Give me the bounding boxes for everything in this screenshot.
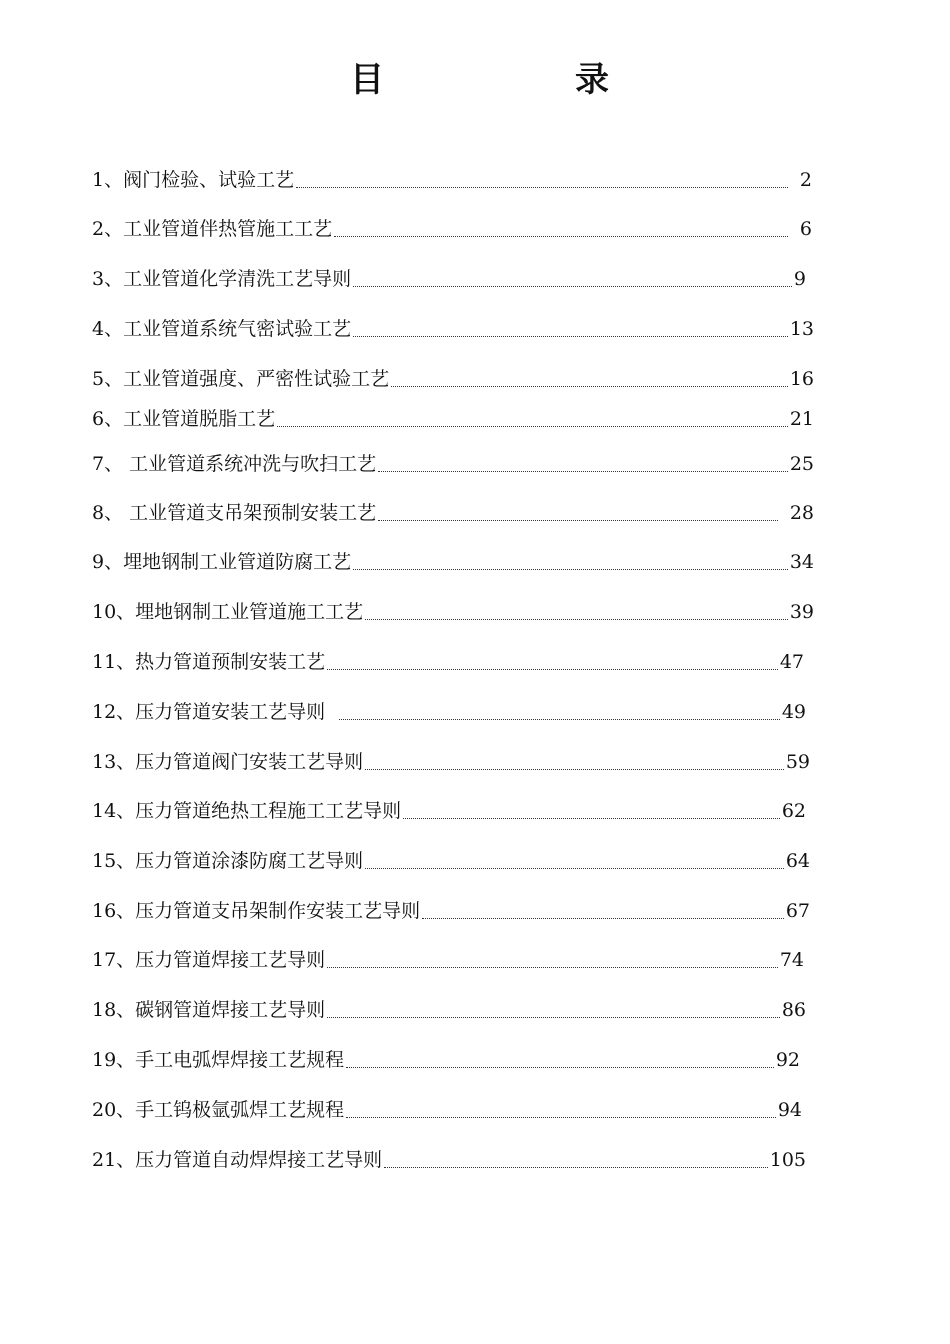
toc-entry[interactable]: [92, 644, 804, 674]
toc-entry-label: 19、手工电弧焊焊接工艺规程: [92, 1049, 345, 1071]
toc-entry-page: 25: [789, 453, 814, 475]
toc-entry-page: 64: [785, 850, 810, 872]
toc-entry[interactable]: [92, 311, 814, 341]
leader-dots: [327, 967, 778, 968]
toc-entry-label: 4、工业管道系统气密试验工艺: [92, 318, 352, 340]
toc-entry-label: 7、 工业管道系统冲洗与吹扫工艺: [92, 453, 377, 475]
toc-entry-page: 105: [769, 1149, 806, 1171]
toc-entry-page: 13: [789, 318, 814, 340]
toc-entry-label: 6、工业管道脱脂工艺: [92, 408, 276, 430]
toc-entry-label: 12、压力管道安装工艺导则: [92, 701, 326, 723]
leader-dots: [353, 569, 788, 570]
toc-entry[interactable]: [92, 261, 806, 291]
leader-dots: [327, 669, 778, 670]
toc-entry-page: 2: [799, 169, 812, 191]
toc-entry-label: 20、手工钨极氩弧焊工艺规程: [92, 1099, 345, 1121]
toc-entry-label: 10、埋地钢制工业管道施工工艺: [92, 601, 364, 623]
toc-entry-label: 8、 工业管道支吊架预制安装工艺: [92, 502, 377, 524]
toc-entry-page: 9: [793, 268, 806, 290]
toc-entry-label: 15、压力管道涂漆防腐工艺导则: [92, 850, 364, 872]
leader-dots: [339, 719, 780, 720]
toc-entry-label: 21、压力管道自动焊焊接工艺导则: [92, 1149, 383, 1171]
toc-entry-label: 5、工业管道强度、严密性试验工艺: [92, 368, 390, 390]
toc-entry[interactable]: [92, 744, 810, 774]
toc-entry[interactable]: [92, 446, 814, 476]
leader-dots: [403, 818, 780, 819]
toc-entry[interactable]: [92, 361, 814, 391]
leader-dots: [277, 426, 788, 427]
toc-entry-page: 67: [785, 900, 810, 922]
leader-dots: [346, 1117, 776, 1118]
toc-entry[interactable]: [92, 211, 812, 241]
toc-entry-page: 39: [789, 601, 814, 623]
leader-dots: [327, 1017, 780, 1018]
toc-entry[interactable]: [92, 594, 814, 624]
leader-dots: [365, 769, 784, 770]
toc-entry[interactable]: [92, 401, 814, 431]
toc-entry[interactable]: [92, 1092, 802, 1122]
toc-entry-page: 49: [781, 701, 806, 723]
toc-entry-page: 92: [775, 1049, 800, 1071]
leader-dots: [365, 868, 784, 869]
toc-entry[interactable]: [92, 843, 810, 873]
toc-entry-page: 47: [779, 651, 804, 673]
toc-entry-page: 86: [781, 999, 806, 1021]
toc-entry-label: 13、压力管道阀门安装工艺导则: [92, 751, 364, 773]
leader-dots: [378, 520, 778, 521]
leader-dots: [296, 187, 788, 188]
leader-dots: [378, 471, 788, 472]
leader-dots: [391, 386, 788, 387]
toc-entry-label: 17、压力管道焊接工艺导则: [92, 949, 326, 971]
leader-dots: [353, 286, 792, 287]
toc-entry[interactable]: [92, 942, 804, 972]
toc-entry-page: 16: [789, 368, 814, 390]
leader-dots: [422, 918, 784, 919]
leader-dots: [346, 1067, 774, 1068]
title-char-2: 录: [575, 60, 609, 100]
toc-entry-label: 2、工业管道伴热管施工工艺: [92, 218, 333, 240]
toc-entry-label: 1、阀门检验、试验工艺: [92, 169, 295, 191]
toc-entry-page: 62: [781, 800, 806, 822]
toc-entry-page: 21: [789, 408, 814, 430]
page-title: [0, 58, 950, 108]
toc-entry[interactable]: [92, 893, 810, 923]
toc-entry[interactable]: [92, 1042, 800, 1072]
toc-entry-label: 3、工业管道化学清洗工艺导则: [92, 268, 352, 290]
toc-entry[interactable]: [92, 495, 814, 525]
toc-entry-label: 18、碳钢管道焊接工艺导则: [92, 999, 326, 1021]
toc-entry-page: 28: [789, 502, 814, 524]
toc-entry-label: 14、压力管道绝热工程施工工艺导则: [92, 800, 402, 822]
toc-entry[interactable]: [92, 162, 812, 192]
toc-entry[interactable]: [92, 793, 806, 823]
toc-entry[interactable]: [92, 694, 806, 724]
toc-entry-page: 6: [799, 218, 812, 240]
leader-dots: [353, 336, 788, 337]
toc-entry[interactable]: [92, 992, 806, 1022]
toc-entry[interactable]: [92, 544, 814, 574]
toc-entry-label: 16、压力管道支吊架制作安装工艺导则: [92, 900, 421, 922]
toc-entry-label: 9、埋地钢制工业管道防腐工艺: [92, 551, 352, 573]
toc-entry-page: 74: [779, 949, 804, 971]
toc-entry-page: 34: [789, 551, 814, 573]
leader-dots: [334, 236, 788, 237]
toc-entry-page: 94: [777, 1099, 802, 1121]
toc-entry[interactable]: [92, 1142, 806, 1172]
toc-entry-page: 59: [785, 751, 810, 773]
leader-dots: [384, 1167, 768, 1168]
toc-entry-label: 11、热力管道预制安装工艺: [92, 651, 326, 673]
leader-dots: [365, 619, 788, 620]
title-char-1: 目: [350, 60, 384, 100]
